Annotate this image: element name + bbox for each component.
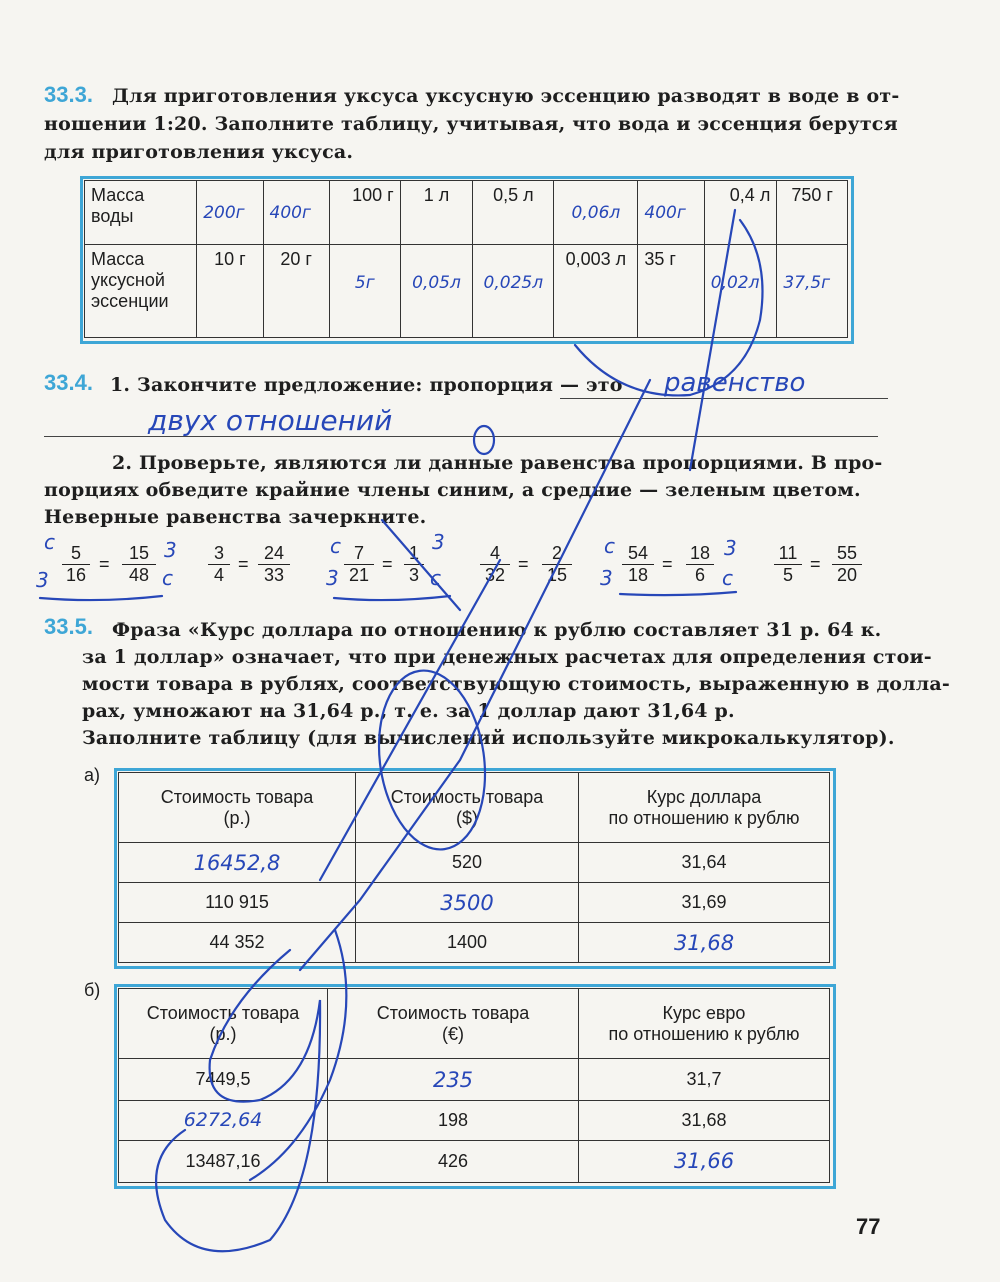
fraction: $\frac{3}{4}$: [208, 543, 230, 586]
mark-c: с: [44, 530, 55, 554]
question-1: 1. Закончите предложение: пропорция — это: [110, 374, 623, 396]
essence-cell: 20 г: [263, 245, 329, 338]
exercise-text-line: для приготовления уксуса.: [44, 141, 354, 163]
fraction: $\frac{7}{21}$: [344, 543, 374, 586]
equals-sign: =: [810, 554, 821, 574]
big-stroke: [320, 560, 500, 880]
table-cell: 198: [328, 1101, 579, 1141]
question-2-line: 2. Проверьте, являются ли данные равенства пропорциями. В про-: [112, 452, 883, 474]
fraction: $\frac{54}{18}$: [622, 543, 654, 586]
table-cell: 7449,5: [119, 1059, 328, 1101]
water-cell: 1 л: [400, 181, 473, 245]
fraction: $\frac{4}{32}$: [480, 543, 510, 586]
mark-3: 3: [164, 538, 177, 562]
big-stroke: [575, 220, 763, 395]
fraction: $\frac{1}{3}$: [404, 543, 424, 586]
question-2-line: Неверные равенства зачеркните.: [44, 506, 427, 528]
table-cell: 520: [356, 843, 579, 883]
table-cell: 16452,8: [119, 843, 356, 883]
mark-3: 3: [326, 566, 339, 590]
page-number: 77: [856, 1214, 881, 1239]
mark-c: с: [330, 534, 341, 558]
essence-cell: 5г: [329, 245, 400, 338]
big-stroke: [382, 520, 460, 610]
exercise-text-line: рах, умножают на 31,64 р., т. е. за 1 доллар дают 31,64 р.: [82, 700, 735, 722]
equals-sign: =: [99, 554, 110, 574]
row-label-water: Масса воды: [85, 181, 197, 245]
mark-c: с: [604, 534, 615, 558]
exercise-text-line: Фраза «Курс доллара по отношению к рублю составляет 31 р. 64 к.: [112, 619, 882, 641]
table-cell: 6272,64: [119, 1101, 328, 1141]
exercise-text-line: Заполните таблицу (для вычислений используйте микрокалькулятор).: [82, 727, 895, 749]
fraction: $\frac{15}{48}$: [122, 543, 156, 586]
table-cell: 31,68: [579, 923, 830, 963]
table-cell: 31,68: [579, 1101, 830, 1141]
underline-stroke: [620, 592, 736, 595]
essence-cell: 35 г: [638, 245, 704, 338]
table-cell: 44 352: [119, 923, 356, 963]
mark-3: 3: [600, 566, 613, 590]
table-cell: 3500: [356, 883, 579, 923]
table-cell: 31,69: [579, 883, 830, 923]
mark-3: 3: [432, 530, 445, 554]
mark-3: 3: [724, 536, 737, 560]
fraction: $\frac{11}{5}$: [774, 543, 802, 586]
equals-sign: =: [662, 554, 673, 574]
table-cell: 110 915: [119, 883, 356, 923]
table-cell: 235: [328, 1059, 579, 1101]
exercise-text-line: за 1 доллар» означает, что при денежных расчетах для определения стои-: [82, 646, 932, 668]
exercise-text-line: Для приготовления уксуса уксусную эссенцию разводят в воде в от-: [112, 85, 900, 107]
table-cell: 426: [328, 1140, 579, 1182]
essence-cell: 0,02л: [704, 245, 777, 338]
exercise-number-33-4: 33.4.: [44, 370, 93, 395]
water-cell: 750 г: [777, 181, 848, 245]
water-cell: 400г: [263, 181, 329, 245]
equals-sign: =: [518, 554, 529, 574]
water-cell: 0,06л: [554, 181, 638, 245]
column-header: Курс доллара по отношению к рублю: [579, 773, 830, 843]
subpart-label-b: б): [84, 980, 101, 1000]
table-cell: 31,66: [579, 1140, 830, 1182]
underline-stroke: [40, 596, 162, 600]
equals-sign: =: [382, 554, 393, 574]
big-stroke: [300, 380, 650, 970]
water-cell: 400г: [638, 181, 704, 245]
table-cell: 1400: [356, 923, 579, 963]
mark-c: с: [430, 566, 441, 590]
handwritten-answer: равенство: [664, 368, 806, 398]
underline-stroke: [334, 596, 450, 600]
fraction: $\frac{5}{16}$: [62, 543, 90, 586]
water-cell: 0,4 л: [704, 181, 777, 245]
subpart-label-a: а): [84, 765, 101, 785]
essence-cell: 10 г: [197, 245, 263, 338]
column-header: Стоимость товара (€): [328, 989, 579, 1059]
big-stroke: [156, 950, 320, 1251]
table-cell: 31,64: [579, 843, 830, 883]
row-label-essence: Масса уксусной эссенции: [85, 245, 197, 338]
equals-sign: =: [238, 554, 249, 574]
mark-c: с: [722, 566, 733, 590]
column-header: Стоимость товара ($): [356, 773, 579, 843]
column-header: Стоимость товара (р.): [119, 773, 356, 843]
exercise-number-33-3: 33.3.: [44, 82, 93, 107]
essence-cell: 0,003 л: [554, 245, 638, 338]
exercise-text-line: мости товара в рублях, соответствующую стоимость, выраженную в долла-: [82, 673, 950, 695]
water-cell: 0,5 л: [473, 181, 554, 245]
scribble-circle: [474, 426, 494, 454]
mark-c: с: [162, 566, 173, 590]
table-cell: 31,7: [579, 1059, 830, 1101]
exercise-text-line: ношении 1:20. Заполните таблицу, учитывая, что вода и эссенция берутся: [44, 113, 898, 135]
table-cell: 13487,16: [119, 1140, 328, 1182]
fraction: $\frac{18}{6}$: [686, 543, 714, 586]
mark-3: 3: [36, 568, 49, 592]
big-stroke: [250, 930, 346, 1180]
column-header: Стоимость товара (р.): [119, 989, 328, 1059]
water-cell: 100 г: [329, 181, 400, 245]
exercise-number-33-5: 33.5.: [44, 614, 93, 639]
fraction: $\frac{24}{33}$: [258, 543, 290, 586]
column-header: Курс евро по отношению к рублю: [579, 989, 830, 1059]
question-2-line: порциях обведите крайние члены синим, а средние — зеленым цветом.: [44, 479, 861, 501]
big-stroke: [690, 210, 735, 470]
essence-cell: 0,025л: [473, 245, 554, 338]
water-cell: 200г: [197, 181, 263, 245]
fraction: $\frac{55}{20}$: [832, 543, 862, 586]
essence-cell: 0,05л: [400, 245, 473, 338]
fraction: $\frac{2}{15}$: [542, 543, 572, 586]
handwritten-answer: двух отношений: [148, 404, 393, 437]
essence-cell: 37,5г: [777, 245, 848, 338]
